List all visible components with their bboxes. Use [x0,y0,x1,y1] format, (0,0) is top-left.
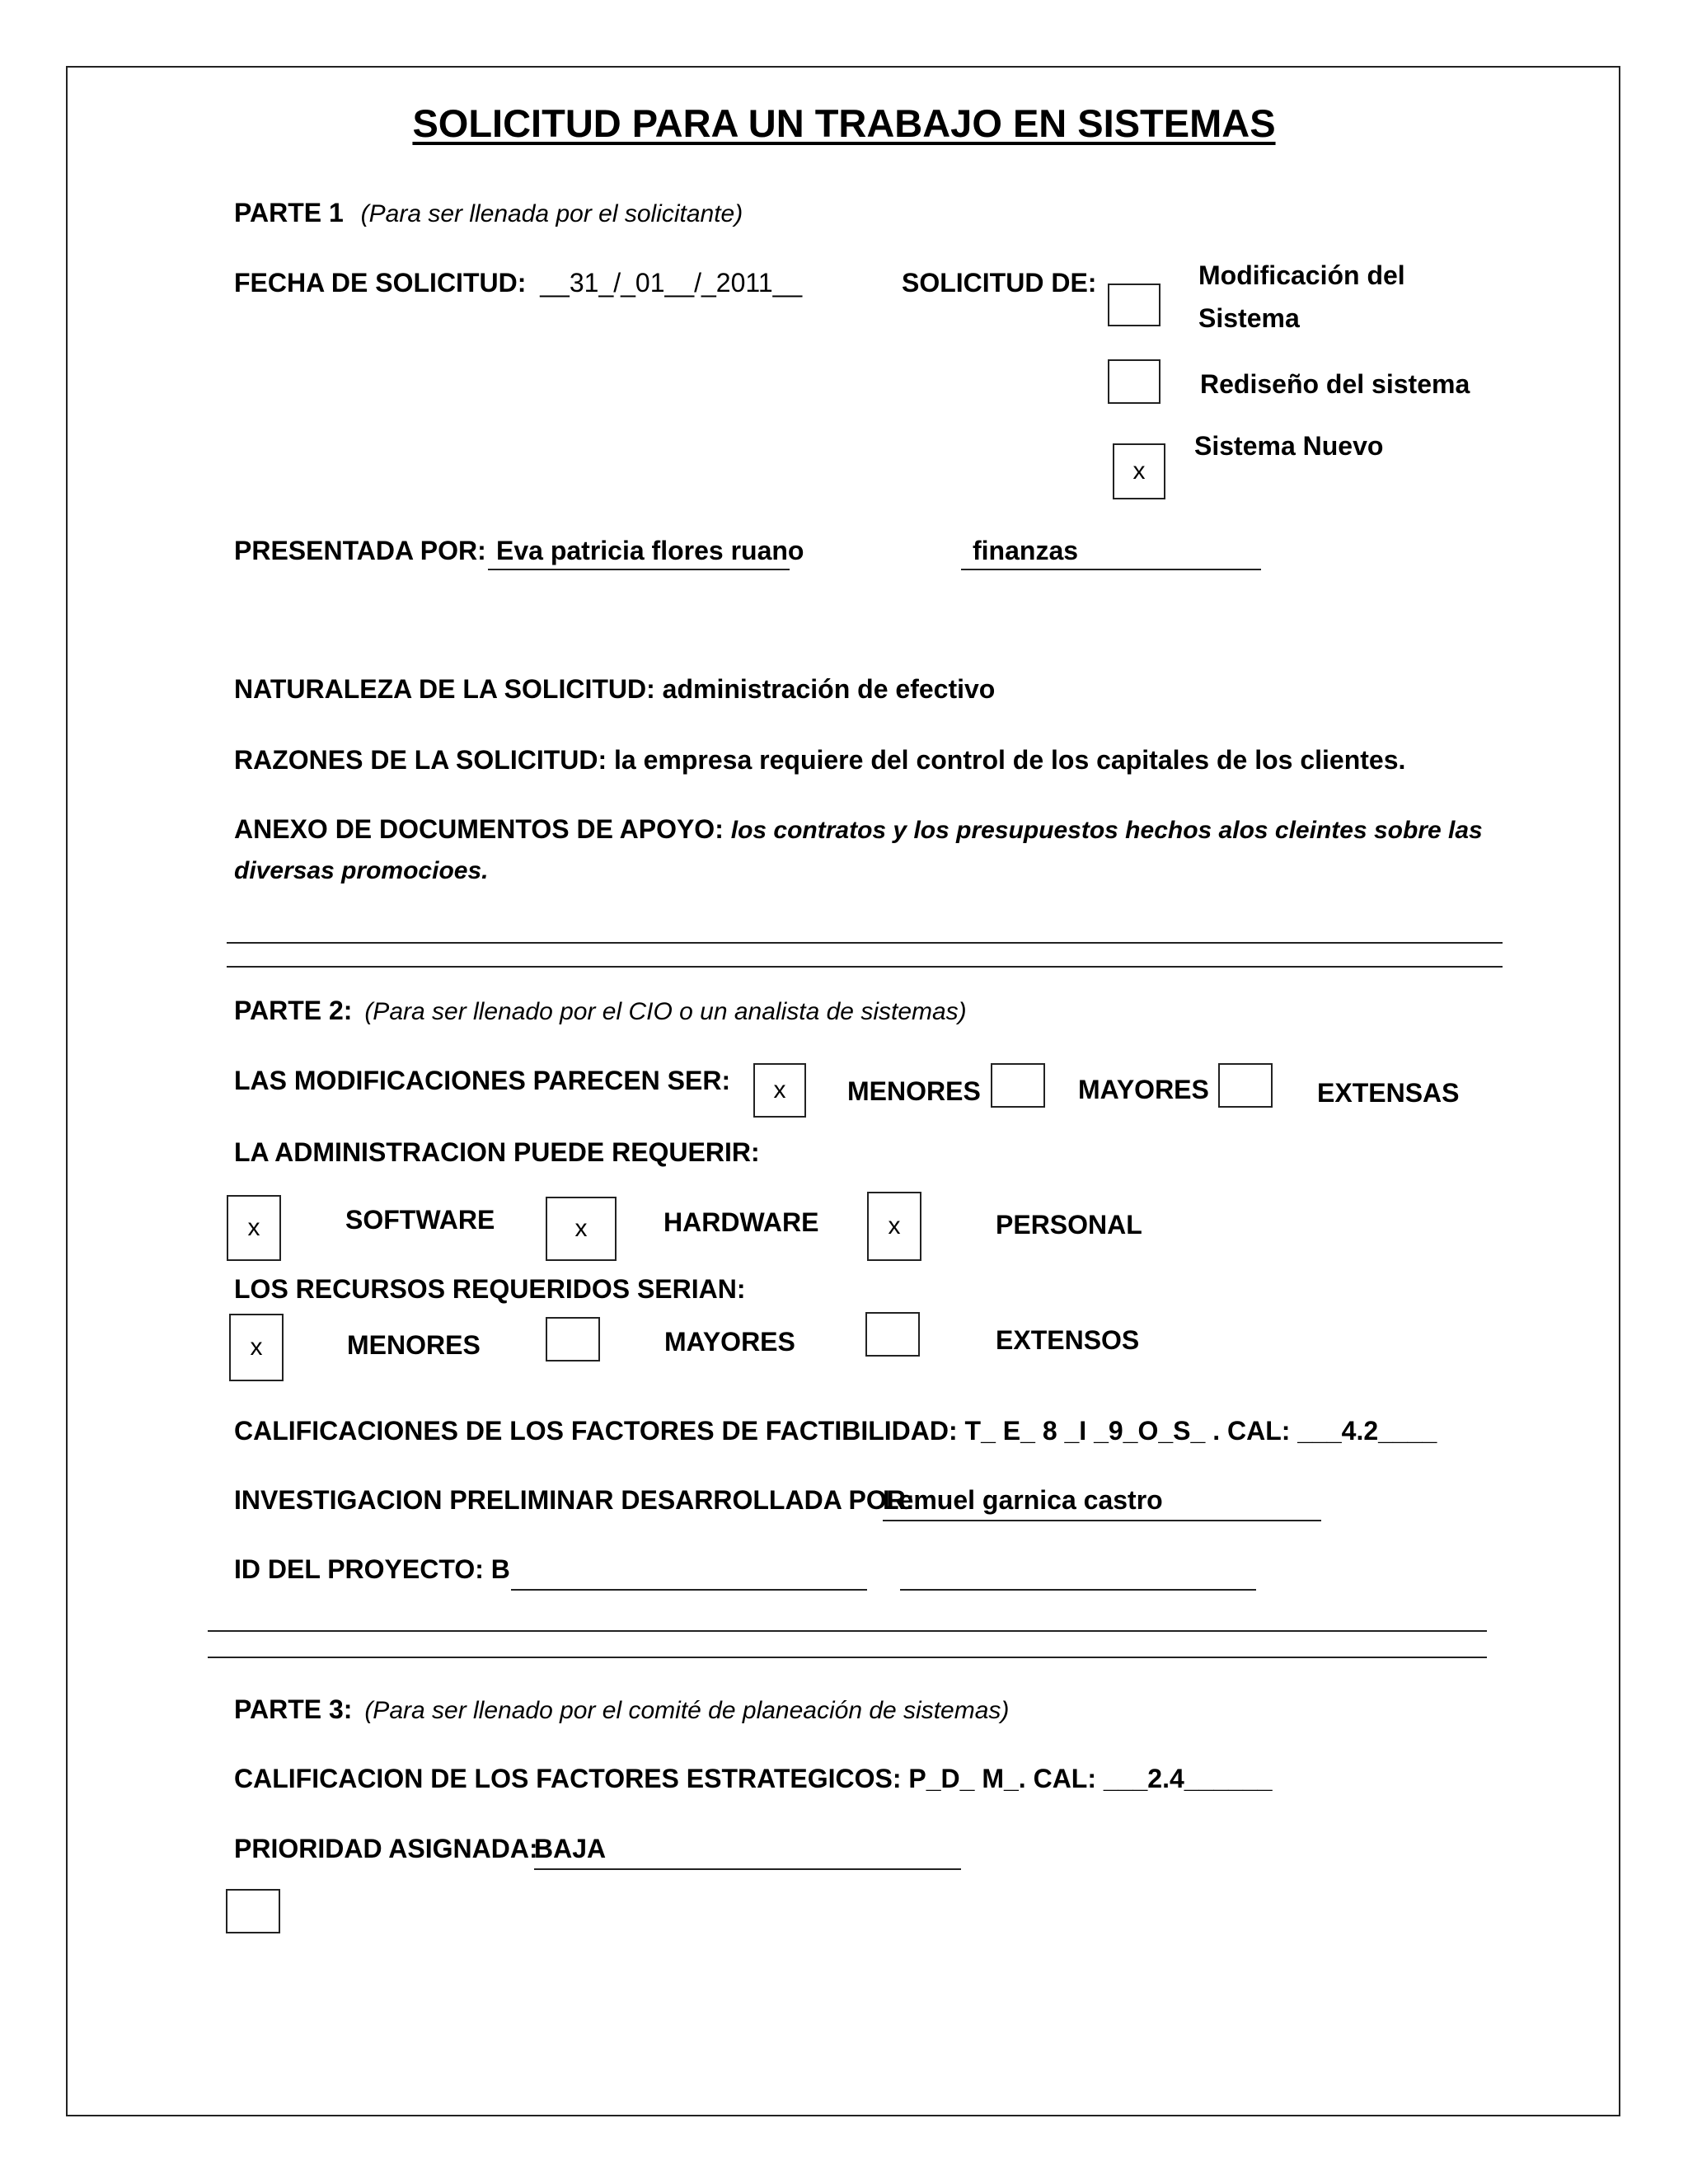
annex-value-line2[interactable]: diversas promocioes. [234,857,489,884]
date-label: FECHA DE SOLICITUD: [234,268,527,298]
project-id-value[interactable]: B [490,1554,510,1584]
part1-note: (Para ser llenada por el solicitante) [360,200,743,227]
checkbox-new-system[interactable]: x [1113,443,1165,499]
checkbox-system-modification[interactable] [1108,284,1160,326]
form-title: SOLICITUD PARA UN TRABAJO EN SISTEMAS [412,101,1276,145]
modifications-minor-label: MENORES [847,1076,981,1106]
part2-heading: PARTE 2: [234,996,353,1025]
project-id-blank-1[interactable] [511,1589,867,1591]
presented-by-label: PRESENTADA POR: [234,536,486,565]
nature-label: NATURALEZA DE LA SOLICITUD: [234,674,655,704]
checkbox-modifications-minor[interactable]: x [753,1063,806,1118]
part3-note: (Para ser llenado por el comité de planeación de sistemas) [364,1697,1010,1724]
part2-header [234,996,967,1026]
department-field[interactable]: finanzas [961,536,1261,570]
checkbox-priority[interactable] [226,1889,280,1933]
date-value[interactable]: __31_/_01__/_2011__ [540,268,803,298]
feasibility-row [234,1416,1437,1446]
resources-extensive-label: EXTENSOS [996,1325,1140,1355]
annex-row [234,814,1483,845]
presented-by-name[interactable]: Eva patricia flores ruano [488,536,790,570]
option-modification-line1: Modificación del [1198,260,1405,290]
priority-label: PRIORIDAD ASIGNADA: [234,1834,538,1863]
checkbox-software[interactable]: x [227,1195,281,1261]
modifications-label: LAS MODIFICACIONES PARECEN SER: [234,1066,731,1095]
checkbox-modifications-major[interactable] [991,1063,1045,1108]
part1-heading: PARTE 1 [234,198,344,227]
nature-value[interactable]: administración de efectivo [662,674,996,704]
resources-minor-label: MENORES [347,1330,481,1360]
part2-note: (Para ser llenado por el CIO o un analista de sistemas) [364,998,967,1025]
strategic-row [234,1764,1273,1794]
investigation-label: INVESTIGACION PRELIMINAR DESARROLLADA POR: [234,1485,915,1515]
reasons-row [234,745,1405,776]
checkbox-system-redesign[interactable] [1108,359,1160,404]
option-modification-line2: Sistema [1198,303,1300,333]
part3-header [234,1694,1009,1725]
option-new-system-label: Sistema Nuevo [1194,431,1384,461]
hardware-label: HARDWARE [663,1207,819,1237]
resources-major-label: MAYORES [664,1327,795,1357]
part3-heading: PARTE 3: [234,1694,353,1724]
reasons-value[interactable]: la empresa requiere del control de los capitales de los clientes. [614,745,1406,775]
divider-line [208,1657,1487,1658]
investigation-value[interactable]: Lemuel garnica castro [883,1485,1321,1521]
nature-row [234,674,995,705]
modifications-major-label: MAYORES [1078,1075,1209,1104]
strategic-value[interactable]: P_D_ M_. CAL: ___2.4______ [908,1764,1273,1793]
feasibility-label: CALIFICACIONES DE LOS FACTORES DE FACTIBILIDAD: [234,1416,958,1446]
reasons-label: RAZONES DE LA SOLICITUD: [234,745,607,775]
personnel-label: PERSONAL [996,1210,1142,1240]
project-id-blank-2[interactable] [900,1589,1256,1591]
divider-line [208,1630,1487,1632]
divider-line [227,942,1503,944]
request-type-label: SOLICITUD DE: [902,268,1097,298]
admin-requires-label: LA ADMINISTRACION PUEDE REQUERIR: [234,1137,760,1167]
checkbox-modifications-extensive[interactable] [1218,1063,1273,1108]
software-label: SOFTWARE [345,1205,495,1235]
checkbox-resources-extensive[interactable] [865,1312,920,1357]
project-id-label: ID DEL PROYECTO: [234,1554,484,1584]
annex-label: ANEXO DE DOCUMENTOS DE APOYO: [234,814,724,844]
annex-value-line1[interactable]: los contratos y los presupuestos hechos alos cleintes sobre las [730,817,1483,844]
checkbox-personnel[interactable]: x [867,1192,921,1261]
project-id-row [234,1554,510,1585]
priority-value[interactable]: BAJA [534,1834,961,1870]
divider-line [227,966,1503,968]
feasibility-value[interactable]: T_ E_ 8 _I _9_O_S_ . CAL: ___4.2____ [964,1416,1437,1446]
checkbox-hardware[interactable]: x [546,1197,617,1261]
modifications-extensive-label: EXTENSAS [1317,1078,1460,1108]
part1-header [234,198,743,228]
option-redesign-label: Rediseño del sistema [1200,369,1470,399]
checkbox-resources-minor[interactable]: x [229,1314,284,1381]
resources-label: LOS RECURSOS REQUERIDOS SERIAN: [234,1274,746,1304]
strategic-label: CALIFICACION DE LOS FACTORES ESTRATEGICOS: [234,1764,902,1793]
checkbox-resources-major[interactable] [546,1317,600,1361]
request-date-row [234,268,802,298]
